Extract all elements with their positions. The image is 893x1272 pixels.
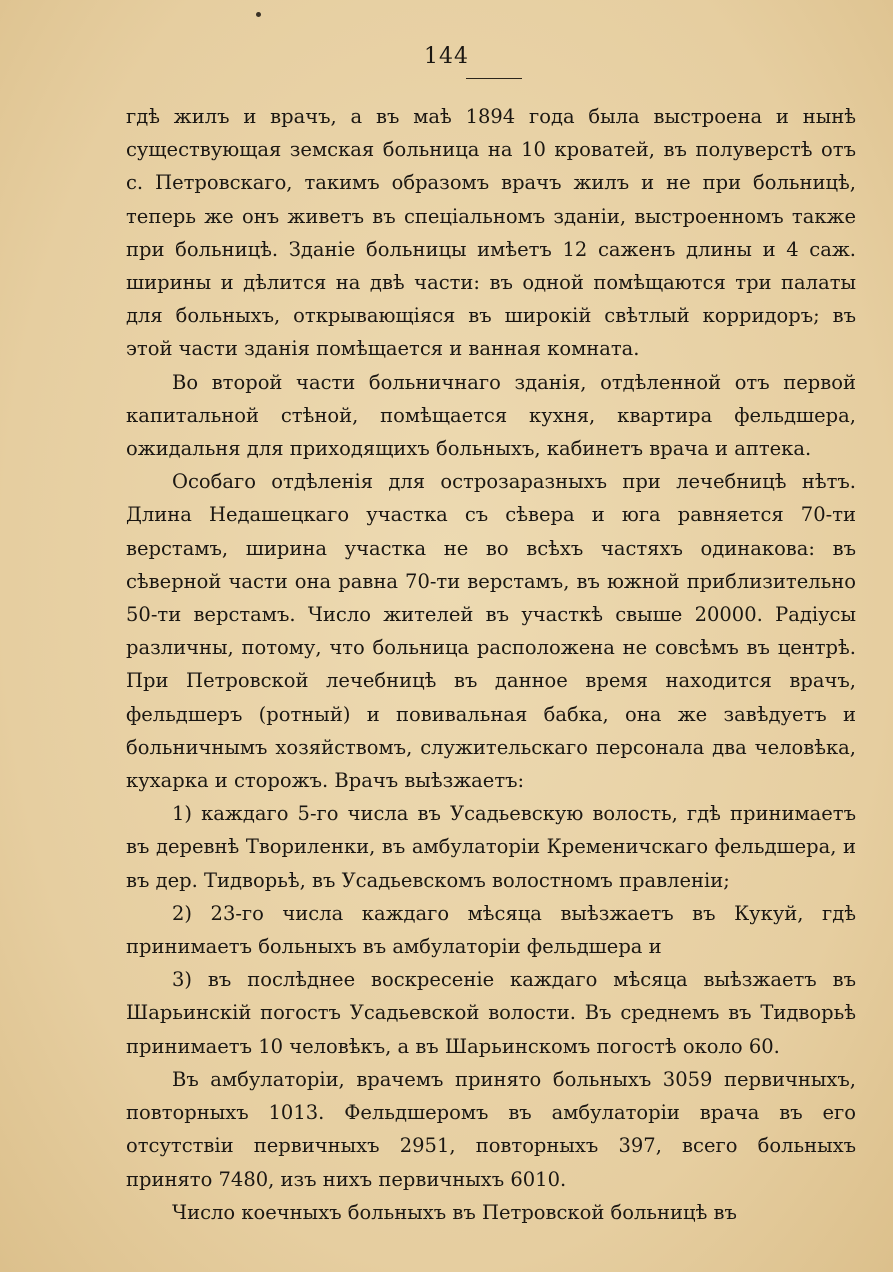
paragraph-4: 1) каждаго 5-го числа въ Усадьевскую волость, гдѣ принимаетъ въ деревнѣ Твориленки, въ амбулаторіи Кременичскаго фельдшера, и въ дер. Тидворьѣ, въ Усадьевскомъ волостномъ правленіи; bbox=[126, 802, 856, 892]
page-number-rule bbox=[466, 78, 522, 79]
ink-speck bbox=[256, 12, 261, 17]
paragraph-8: Число коечныхъ больныхъ въ Петровской больницѣ въ bbox=[172, 1200, 737, 1224]
page-number: 144 bbox=[424, 44, 469, 69]
paragraph-1: гдѣ жилъ и врачъ, а въ маѣ 1894 года была выстроена и нынѣ существующая земская больница на 10 кроватей, въ полуверстѣ отъ с. Петровскаго, такимъ образомъ врачъ жилъ и не при больницѣ, теперь же онъ живетъ въ спеціальномъ зданіи, выстроенномъ также при больницѣ. Зданіе больницы имѣетъ 12 саженъ длины и 4 саж. ширины и дѣлится на двѣ части: въ одной помѣщаются три палаты для больныхъ, открывающіяся въ широкій свѣтлый корридоръ; въ этой части зданія помѣщается и ванная комната. bbox=[126, 105, 856, 361]
paragraph-6: 3) въ послѣднее воскресеніе каждаго мѣсяца выѣзжаетъ въ Шарьинскій погостъ Усадьевской волости. Въ среднемъ въ Тидворьѣ принимаетъ 10 человѣкъ, а въ Шарьинскомъ погостѣ около 60. bbox=[126, 968, 856, 1058]
paragraph-3: Особаго отдѣленія для острозаразныхъ при лечебницѣ нѣтъ. Длина Недашецкаго участка съ сѣвера и юга равняется 70-ти верстамъ, ширина участка не во всѣхъ частяхъ одинакова: въ сѣверной части она равна 70-ти верстамъ, въ южной приблизительно 50-ти верстамъ. Число жителей въ участкѣ свыше 20000. Радіусы различны, потому, что больница расположена не совсѣмъ въ центрѣ. При Петровской лечебницѣ въ данное время находится врачъ, фельдшеръ (ротный) и повивальная бабка, она же завѣдуетъ и больничнымъ хозяйствомъ, служительскаго персонала два человѣка, кухарка и сторожъ. Врачъ выѣзжаетъ: bbox=[126, 470, 856, 793]
text-body bbox=[126, 100, 856, 1229]
paragraph-2: Во второй части больничнаго зданія, отдѣленной отъ первой капитальной стѣной, помѣщается кухня, квартира фельдшера, ожидальня для приходящихъ больныхъ, кабинетъ врача и аптека. bbox=[126, 370, 856, 461]
paragraph-5: 2) 23-го числа каждаго мѣсяца выѣзжаетъ въ Кукуй, гдѣ принимаетъ больныхъ въ амбулаторіи фельдшера и bbox=[126, 901, 856, 959]
paragraph-7: Въ амбулаторіи, врачемъ принято больныхъ 3059 первичныхъ, повторныхъ 1013. Фельдшеромъ въ амбулаторіи врача въ его отсутствіи первичныхъ 2951, повторныхъ 397, всего больныхъ принято 7480, изъ нихъ первичныхъ 6010. bbox=[126, 1067, 856, 1191]
